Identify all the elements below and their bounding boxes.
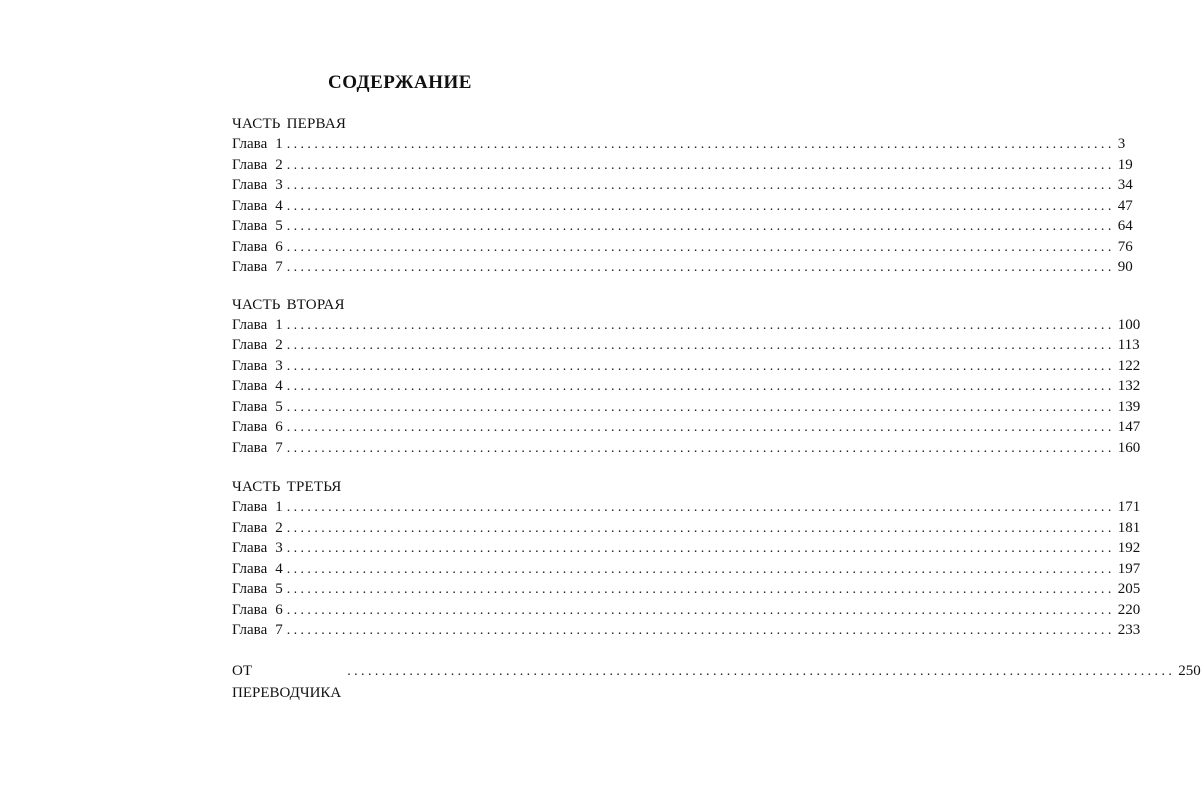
entry-page: 192 <box>1117 540 1141 556</box>
dot-leader: ........................................................................................................................ <box>286 399 1115 415</box>
dot-leader: ........................................................................................................................ <box>347 663 1176 679</box>
dot-leader: ........................................................................................................................ <box>286 623 1115 638</box>
part-3 <box>232 477 1141 641</box>
dot-leader: ........................................................................................................................ <box>286 219 1115 234</box>
table-of-contents <box>232 114 1201 701</box>
toc-entry[interactable] <box>232 376 1141 397</box>
toc-entry[interactable] <box>232 559 1141 580</box>
entry-label: Глава 7 <box>232 622 283 638</box>
entry-label: Глава 5 <box>232 398 283 415</box>
dot-leader: ........................................................................................................................ <box>286 500 1115 515</box>
dot-leader: ........................................................................................................................ <box>286 137 1115 152</box>
entry-page: 34 <box>1117 177 1133 193</box>
entry-label: Глава 4 <box>232 378 283 394</box>
dot-leader: ........................................................................................................................ <box>286 602 1115 618</box>
part-heading: ЧАСТЬ ТРЕТЬЯ <box>232 479 342 495</box>
dot-leader: ........................................................................................................................ <box>286 317 1115 333</box>
dot-leader: ........................................................................................................................ <box>286 178 1115 193</box>
entry-page: 19 <box>1117 156 1133 173</box>
entry-label: Глава 1 <box>232 316 283 333</box>
dot-leader: ........................................................................................................................ <box>286 358 1115 374</box>
toc-entry[interactable] <box>232 315 1141 336</box>
dot-leader: ........................................................................................................................ <box>286 541 1115 556</box>
entry-page: 113 <box>1117 337 1140 353</box>
entry-label: Глава 5 <box>232 218 283 234</box>
entry-label: Глава 6 <box>232 601 283 618</box>
entry-label: Глава 6 <box>232 419 283 435</box>
part-1 <box>232 114 1133 278</box>
entry-page: 132 <box>1117 378 1141 394</box>
toc-entry-afterword[interactable] <box>232 660 1201 701</box>
dot-leader: ........................................................................................................................ <box>286 561 1115 577</box>
entry-page: 160 <box>1117 439 1141 456</box>
entry-label: Глава 7 <box>232 259 283 275</box>
entry-label: Глава 7 <box>232 439 283 456</box>
toc-entry[interactable] <box>232 237 1133 258</box>
entry-page: 197 <box>1117 560 1141 577</box>
toc-entry[interactable] <box>232 538 1141 559</box>
dot-leader: ........................................................................................................................ <box>286 379 1115 394</box>
entry-label: Глава 5 <box>232 581 283 597</box>
dot-leader: ........................................................................................................................ <box>286 198 1115 214</box>
entry-page: 122 <box>1117 357 1141 374</box>
entry-page: 3 <box>1117 136 1126 152</box>
toc-entry[interactable] <box>232 497 1141 518</box>
entry-label: Глава 2 <box>232 519 283 536</box>
toc-entry[interactable] <box>232 397 1141 418</box>
toc-entry[interactable] <box>232 216 1133 237</box>
entry-label: Глава 1 <box>232 499 283 515</box>
entry-page: 181 <box>1117 519 1141 536</box>
entry-label: Глава 2 <box>232 156 283 173</box>
entry-page: 100 <box>1117 316 1141 333</box>
dot-leader: ........................................................................................................................ <box>286 239 1115 255</box>
toc-entry[interactable] <box>232 196 1133 217</box>
entry-page: 76 <box>1117 238 1133 255</box>
entry-page: 139 <box>1117 398 1141 415</box>
toc-entry[interactable] <box>232 417 1141 438</box>
toc-entry[interactable] <box>232 335 1140 356</box>
toc-entry[interactable] <box>232 155 1133 176</box>
dot-leader: ........................................................................................................................ <box>286 338 1115 353</box>
dot-leader: ........................................................................................................................ <box>286 260 1115 275</box>
toc-entry[interactable] <box>232 620 1141 641</box>
entry-label: Глава 4 <box>232 560 283 577</box>
toc-entry[interactable] <box>232 257 1133 278</box>
toc-entry[interactable] <box>232 579 1141 600</box>
entry-page: 233 <box>1117 622 1141 638</box>
entry-label: Глава 6 <box>232 238 283 255</box>
entry-page: 171 <box>1117 499 1141 515</box>
toc-entry[interactable] <box>232 438 1141 459</box>
page-title: СОДЕРЖАНИЕ <box>328 72 472 93</box>
entry-page: 64 <box>1117 218 1133 234</box>
part-heading: ЧАСТЬ ПЕРВАЯ <box>232 116 347 132</box>
entry-page: 147 <box>1117 419 1141 435</box>
entry-page: 90 <box>1117 259 1133 275</box>
toc-entry[interactable] <box>232 175 1133 196</box>
entry-label: Глава 4 <box>232 197 283 214</box>
toc-entry[interactable] <box>232 518 1141 539</box>
entry-label: Глава 2 <box>232 337 283 353</box>
entry-page: 250 <box>1178 662 1201 679</box>
dot-leader: ........................................................................................................................ <box>286 582 1115 597</box>
dot-leader: ........................................................................................................................ <box>286 420 1115 435</box>
entry-page: 205 <box>1117 581 1141 597</box>
entry-label: Глава 1 <box>232 136 283 152</box>
entry-page: 47 <box>1117 197 1133 214</box>
entry-label: ОТ ПЕРЕВОДЧИКА <box>232 662 342 701</box>
part-2 <box>232 295 1141 459</box>
dot-leader: ........................................................................................................................ <box>286 520 1115 536</box>
entry-label: Глава 3 <box>232 540 283 556</box>
toc-entry[interactable] <box>232 134 1126 155</box>
part-heading: ЧАСТЬ ВТОРАЯ <box>232 296 345 313</box>
entry-page: 220 <box>1117 601 1141 618</box>
toc-entry[interactable] <box>232 600 1141 621</box>
entry-label: Глава 3 <box>232 177 283 193</box>
toc-entry[interactable] <box>232 356 1141 377</box>
dot-leader: ........................................................................................................................ <box>286 157 1115 173</box>
entry-label: Глава 3 <box>232 357 283 374</box>
dot-leader: ........................................................................................................................ <box>286 440 1115 456</box>
